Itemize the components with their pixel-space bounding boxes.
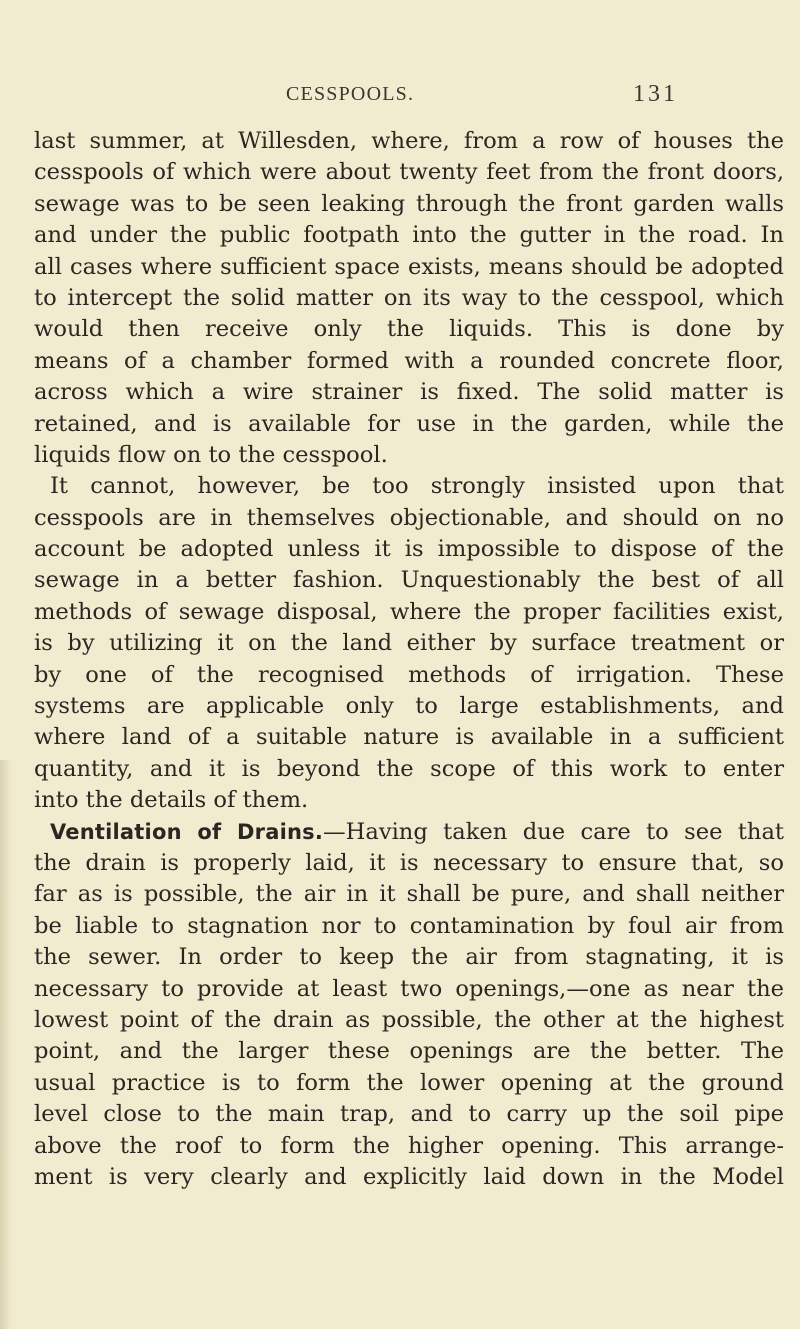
text-line: methods of sewage disposal, where the proper facilities exist, — [34, 598, 784, 625]
text-line: systems are applicable only to large establishments, and — [34, 693, 784, 720]
text-line: lowest point of the drain as possible, the other at the highest — [34, 1006, 784, 1033]
text-line: usual practice is to form the lower opening at the ground — [34, 1069, 784, 1096]
text-line: all cases where sufficient space exists, means should be adopted — [34, 253, 784, 280]
text-line: cesspools are in themselves objectionable, and should on no — [34, 504, 784, 531]
text-line: account be adopted unless it is impossible to dispose of the — [34, 536, 784, 563]
text-line: is by utilizing it on the land either by surface treatment or — [34, 630, 784, 657]
ventilation-heading-line — [34, 817, 784, 848]
text-line: be liable to stagnation nor to contamination by foul air from — [34, 912, 784, 939]
text-line: means of a chamber formed with a rounded concrete floor, — [34, 347, 784, 374]
section-heading-continuation: —Having taken due care to see that — [323, 818, 785, 845]
text-line: sewage in a better fashion. Unquestionably the best of all — [34, 567, 784, 594]
text-line: far as is possible, the air in it shall be pure, and shall neither — [34, 881, 784, 908]
text-line: retained, and is available for use in the garden, while the — [34, 410, 784, 437]
text-line: cesspools of which were about twenty feet from the front doors, — [34, 159, 784, 186]
text-line: would then receive only the liquids. This is done by — [34, 316, 784, 343]
text-line: to intercept the solid matter on its way to the cesspool, which — [34, 284, 784, 311]
text-line: quantity, and it is beyond the scope of this work to enter — [34, 755, 784, 782]
running-head — [0, 81, 800, 111]
text-line: the sewer. In order to keep the air from stagnating, it is — [34, 944, 784, 971]
text-line: across which a wire strainer is fixed. The solid matter is — [34, 379, 784, 406]
text-line: where land of a suitable nature is available in a sufficient — [34, 724, 784, 751]
body-text — [34, 126, 784, 1193]
text-line: into the details of them. — [34, 787, 309, 814]
page-edge-shadow — [0, 760, 12, 1329]
running-title: CESSPOOLS. — [286, 83, 415, 105]
text-line: level close to the main trap, and to carry up the soil pipe — [34, 1101, 784, 1128]
section-heading: Ventilation of Drains. — [50, 819, 324, 844]
text-line: ment is very clearly and explicitly laid down in the Model — [34, 1163, 784, 1190]
text-line: last summer, at Willesden, where, from a row of houses the — [34, 128, 784, 154]
text-line: point, and the larger these openings are the better. The — [34, 1038, 784, 1065]
text-line: sewage was to be seen leaking through the front garden walls — [34, 190, 784, 217]
text-line: and under the public footpath into the gutter in the road. In — [34, 222, 784, 249]
text-line: by one of the recognised methods of irrigation. These — [34, 661, 784, 688]
text-line: the drain is properly laid, it is necessary to ensure that, so — [34, 849, 784, 876]
text-line: It cannot, however, be too strongly insisted upon that — [50, 473, 784, 500]
page-number: 131 — [633, 81, 678, 107]
text-line: liquids flow on to the cesspool. — [34, 441, 388, 468]
text-line: above the roof to form the higher opening. This arrange- — [34, 1132, 784, 1159]
text-line: necessary to provide at least two openings,—one as near the — [34, 975, 784, 1002]
